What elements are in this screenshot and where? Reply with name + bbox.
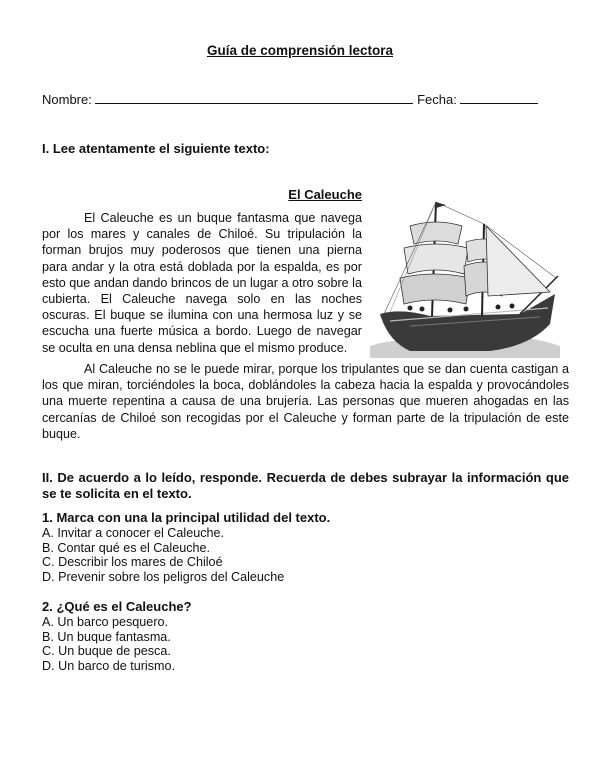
name-date-line <box>42 92 562 107</box>
question-2-title: 2. ¿Qué es el Caleuche? <box>42 599 192 614</box>
page-title: Guía de comprensión lectora <box>206 43 394 58</box>
flag <box>436 202 446 208</box>
question-2-option-b[interactable]: B. Un buque fantasma. <box>42 629 171 644</box>
question-1-title: 1. Marca con una la principal utilidad del texto. <box>42 510 331 525</box>
question-1-option-c[interactable]: C. Describir los mares de Chiloé <box>42 555 223 570</box>
question-1-option-b[interactable]: B. Contar qué es el Caleuche. <box>42 540 211 555</box>
fecha-blank <box>460 92 538 104</box>
question-2-option-a[interactable]: A. Un barco pesquero. <box>42 614 169 629</box>
story-title: El Caleuche <box>288 187 362 202</box>
sail-mid <box>404 244 468 274</box>
section1-heading: I. Lee atentamente el siguiente texto: <box>42 141 270 156</box>
question-2-option-c[interactable]: C. Un buque de pesca. <box>42 644 171 659</box>
sail-low <box>400 274 470 304</box>
section2-heading: II. De acuerdo a lo leído, responde. Recuerda de debes subrayar la información que se te solicita en el texto. <box>42 470 569 502</box>
nombre-label: Nombre: <box>42 92 92 107</box>
story-paragraph-1: El Caleuche es un buque fantasma que navega por los mares y canales de Chiloé. Su tripulación la forman brujos muy poderosos que tienen una pierna para andar y la otra está doblada por la espalda, es por esto que andan dando brincos de un lugar a otro sobre la cubierta. El Caleuche navega solo en las noches oscuras. El buque se ilumina con una hermosa luz y se escucha una fuerte música a bordo. Luego de navegar se oculta en una densa neblina que el mismo produce. <box>42 211 362 355</box>
question-1 <box>42 511 562 585</box>
question-1-option-a[interactable]: A. Invitar a conocer el Caleuche. <box>42 525 225 540</box>
ghost-ship-illustration <box>370 196 560 358</box>
question-2-option-d[interactable]: D. Un barco de turismo. <box>42 659 175 674</box>
nombre-blank <box>95 92 413 104</box>
question-1-option-d[interactable]: D. Prevenir sobre los peligros del Caleuche <box>42 570 285 585</box>
question-2 <box>42 600 562 674</box>
story-paragraph-2: Al Caleuche no se le puede mirar, porque los tripulantes que se dan cuenta castigan a los que miran, torciéndoles la boca, doblándoles la cabeza hacia la espalda y provocándoles una muerte repentina a causa de una brujería. Las personas que mueren ahogadas en las cercanías de Chiloé son recogidas por el Caleuche y forman parte de la tripulación de este buque. <box>42 362 569 441</box>
jib-sail <box>486 226 550 296</box>
crew-figures <box>408 304 515 313</box>
fecha-label: Fecha: <box>417 92 457 107</box>
